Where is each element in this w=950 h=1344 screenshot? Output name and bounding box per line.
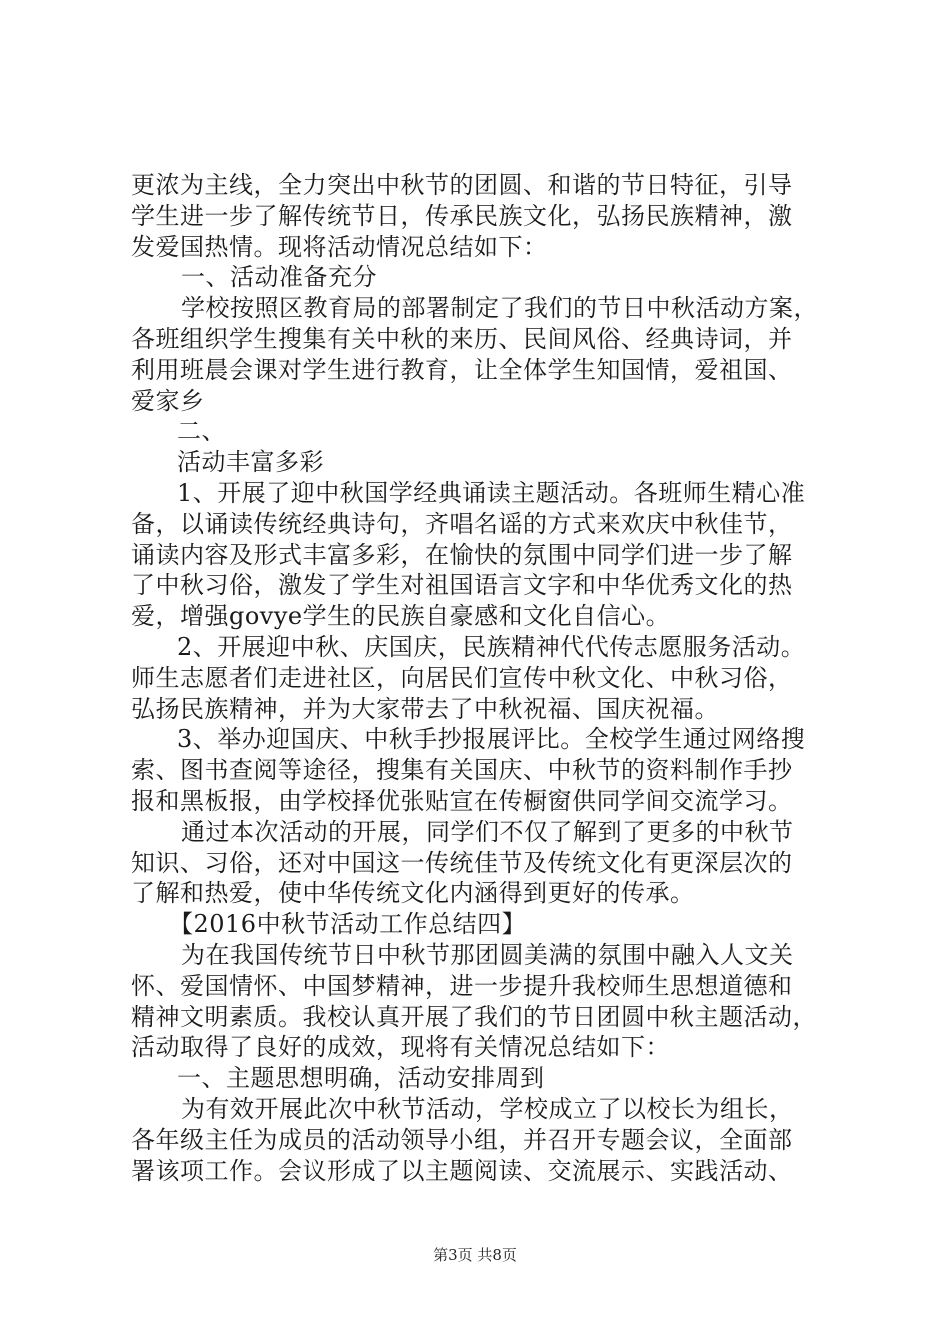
- text-line: 备，以诵读传统经典诗句，齐唱名谣的方式来欢庆中秋佳节，: [131, 509, 793, 538]
- text-line: 诵读内容及形式丰富多彩，在愉快的氛围中同学们进一步了解: [131, 540, 793, 569]
- text-line: 了解和热爱，使中华传统文化内涵得到更好的传承。: [131, 879, 695, 908]
- section-heading: 一、主题思想明确，活动安排周到: [177, 1064, 545, 1093]
- section-heading: 活动丰富多彩: [177, 448, 324, 477]
- text-line: 利用班晨会课对学生进行教育，让全体学生知国情，爱祖国、: [131, 355, 793, 384]
- text-line: 学校按照区教育局的部署制定了我们的节日中秋活动方案，: [181, 294, 818, 323]
- text-line: 了中秋习俗，激发了学生对祖国语言文字和中华优秀文化的热: [131, 571, 793, 600]
- text-line: 署该项工作。会议形成了以主题阅读、交流展示、实践活动、: [131, 1156, 793, 1185]
- page-number-footer: 第3页 共8页: [433, 1246, 517, 1264]
- text-line: 爱，增强govye学生的民族自豪感和文化自信心。: [131, 602, 671, 631]
- section-title: 【2016中秋节活动工作总结四】: [169, 910, 527, 939]
- text-line: 通过本次活动的开展，同学们不仅了解到了更多的中秋节: [181, 817, 794, 846]
- text-line: 弘扬民族精神，并为大家带去了中秋祝福、国庆祝福。: [131, 694, 719, 723]
- text-line: 精神文明素质。我校认真开展了我们的节日团圆中秋主题活动，: [131, 1002, 817, 1031]
- text-line: 1、开展了迎中秋国学经典诵读主题活动。各班师生精心准: [177, 478, 806, 507]
- section-heading: 二、: [177, 417, 226, 446]
- text-line: 为有效开展此次中秋节活动，学校成立了以校长为组长，: [181, 1094, 794, 1123]
- text-line: 更浓为主线，全力突出中秋节的团圆、和谐的节日特征，引导: [131, 171, 793, 199]
- text-line: 各班组织学生搜集有关中秋的来历、民间风俗、经典诗词，并: [131, 324, 793, 353]
- text-line: 怀、爱国情怀、中国梦精神，进一步提升我校师生思想道德和: [131, 971, 793, 1000]
- text-line: 报和黑板报，由学校择优张贴宣在传橱窗供同学间交流学习。: [131, 786, 793, 815]
- text-line: 师生志愿者们走进社区，向居民们宣传中秋文化、中秋习俗，: [131, 663, 793, 692]
- text-line: 学生进一步了解传统节日，传承民族文化，弘扬民族精神，激: [131, 201, 793, 230]
- text-line: 索、图书查阅等途径，搜集有关国庆、中秋节的资料制作手抄: [131, 756, 793, 785]
- text-line: 活动取得了良好的成效，现将有关情况总结如下：: [131, 1033, 670, 1062]
- text-line: 爱家乡: [131, 386, 205, 415]
- text-line: 2、开展迎中秋、庆国庆，民族精神代代传志愿服务活动。: [177, 632, 806, 661]
- section-heading: 一、活动准备充分: [181, 263, 377, 292]
- body-text: [131, 170, 851, 1186]
- text-line: 各年级主任为成员的活动领导小组，并召开专题会议，全面部: [131, 1125, 793, 1154]
- text-line: 3、举办迎国庆、中秋手抄报展评比。全校学生通过网络搜: [177, 725, 806, 754]
- text-line: 发爱国热情。现将活动情况总结如下：: [131, 232, 548, 261]
- text-line: 为在我国传统节日中秋节那团圆美满的氛围中融入人文关: [181, 940, 794, 969]
- text-line: 知识、习俗，还对中国这一传统佳节及传统文化有更深层次的: [131, 848, 793, 877]
